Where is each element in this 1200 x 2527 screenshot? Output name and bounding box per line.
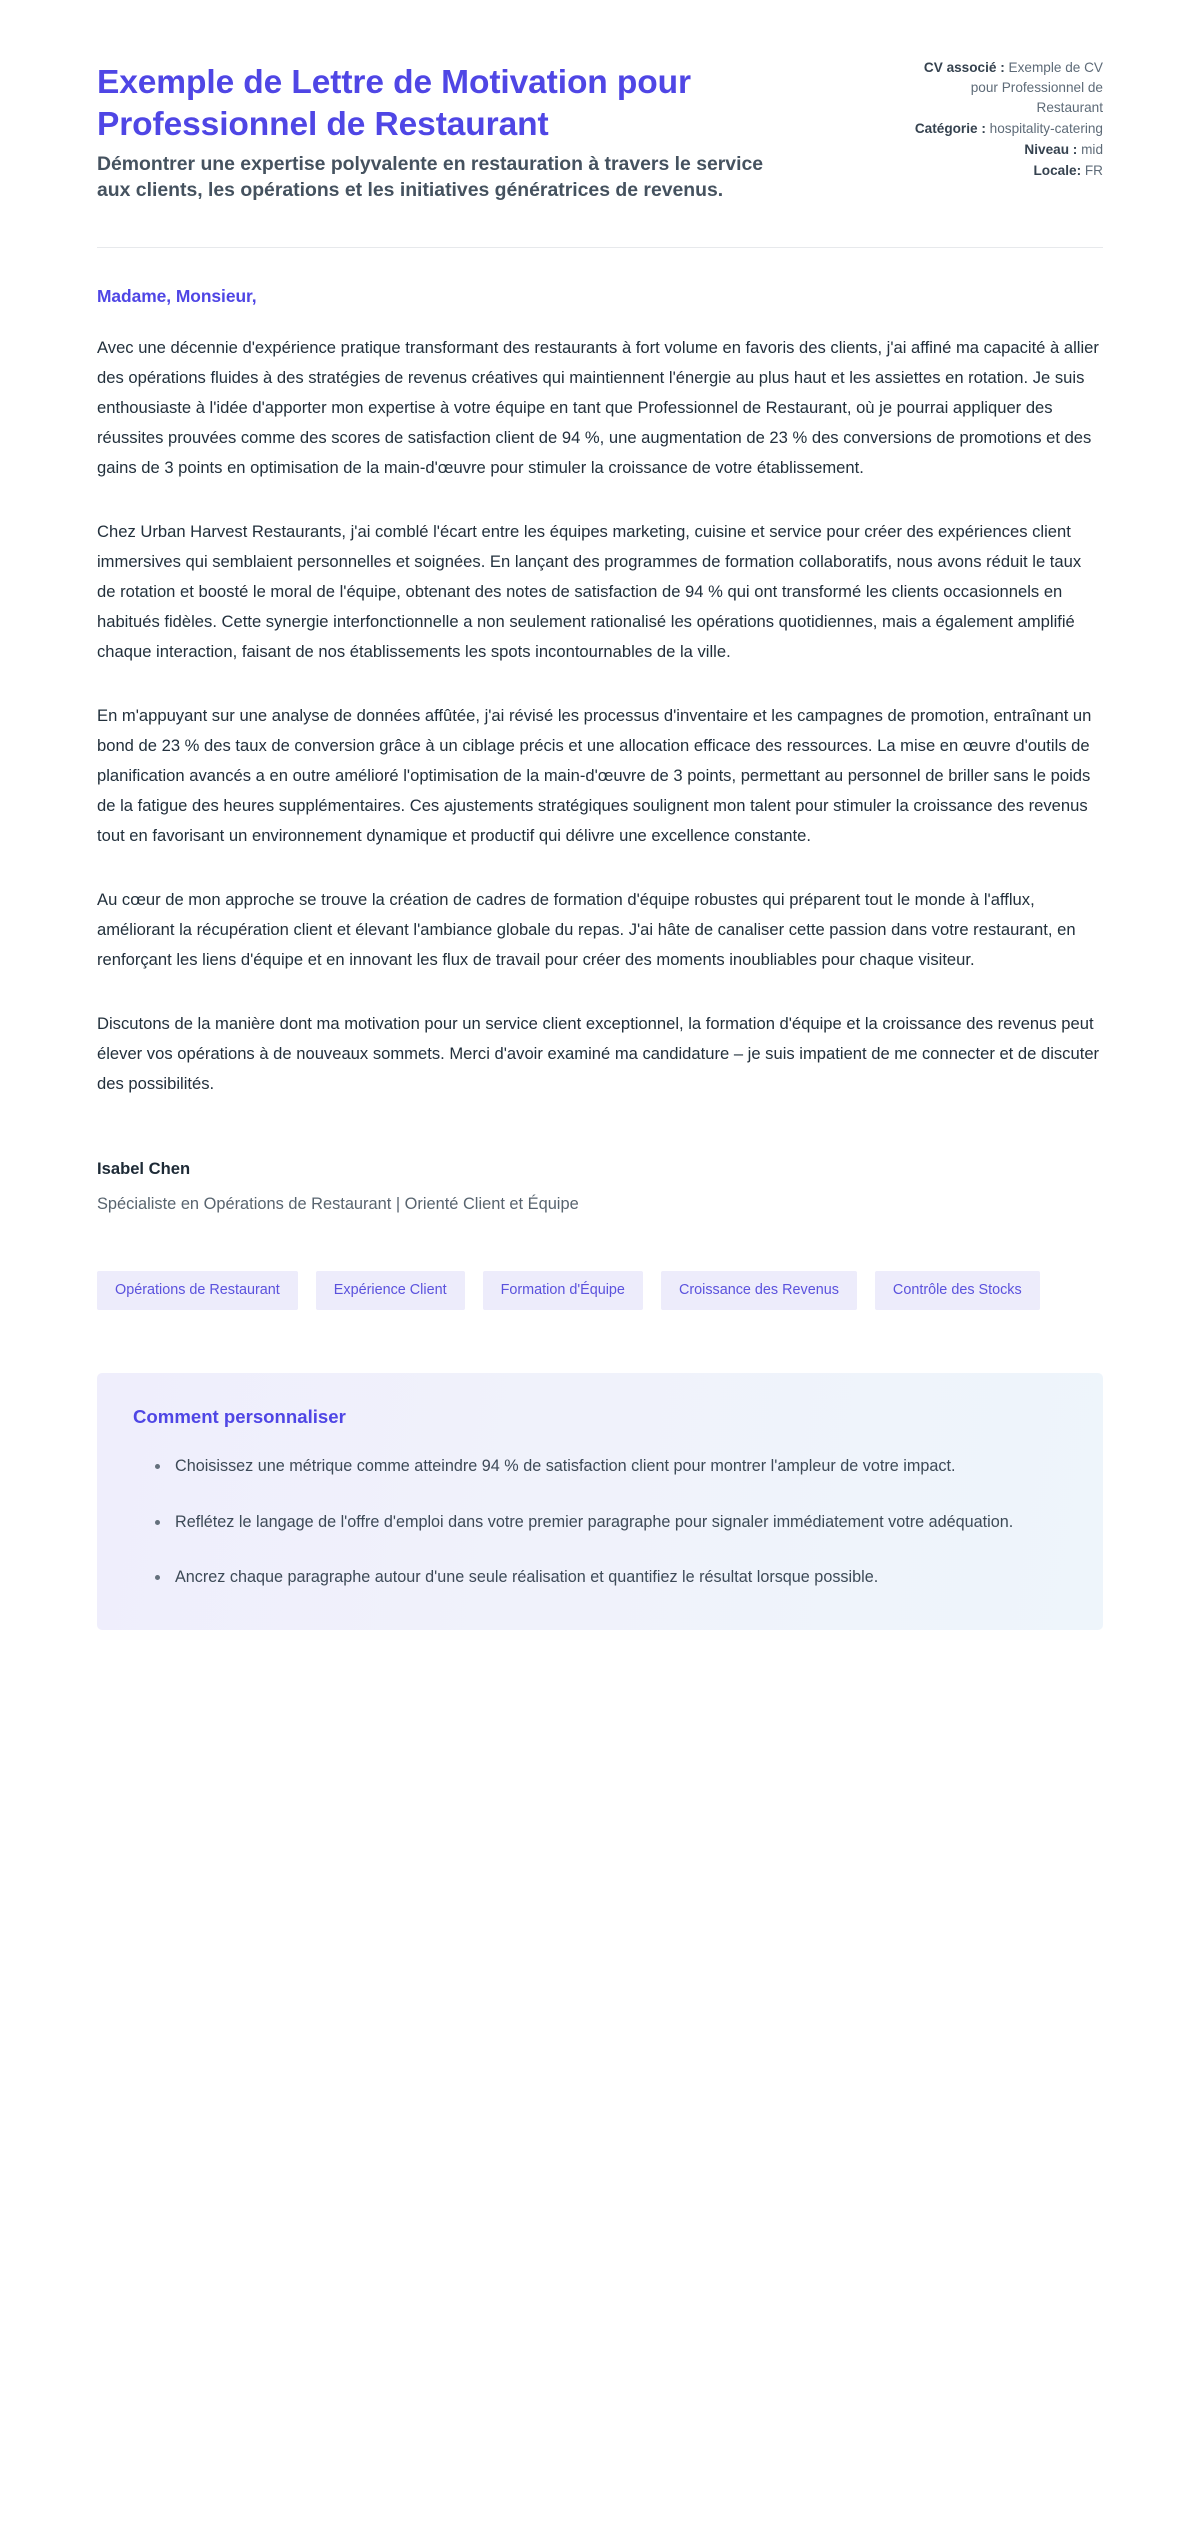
letter-paragraph: Avec une décennie d'expérience pratique transformant des restaurants à fort volume en favoris des clients, j'ai affiné ma capacité à allier des opérations fluides à des stratégies de revenus créatives qui maintiennent l'énergie au plus haut et les assiettes en rotation. Je suis enthousiaste à l'idée d'apporter mon expertise à votre équipe en tant que Professionnel de Restaurant, où je pourrai appliquer des réussites prouvées comme des scores de satisfaction client de 94 %, une augmentation de 23 % des conversions de promotions et des gains de 3 points en optimisation de la main-d'œuvre pour stimuler la croissance de votre établissement.	[97, 337, 1099, 477]
meta-row-locale	[903, 161, 1103, 181]
signature-name: Isabel Chen	[97, 1159, 191, 1179]
header-title-block	[97, 52, 867, 203]
tag-list	[97, 1271, 1103, 1310]
callout-tip-item: Ancrez chaque paragraphe autour d'une seule réalisation et quantifiez le résultat lorsque possible.	[155, 1563, 1067, 1592]
tag-chip[interactable]: Formation d'Équipe	[483, 1271, 643, 1310]
meta-label-category: Catégorie :	[914, 120, 986, 136]
callout-tip-list	[133, 1452, 1067, 1592]
letter-paragraph: Discutons de la manière dont ma motivation pour un service client exceptionnel, la formation d'équipe et la croissance des revenus peut élever vos opérations à de nouveaux sommets. Merci d'avoir examiné ma candidature – je suis impatient de me connecter et de discuter des possibilités.	[97, 1014, 1100, 1094]
letter-salutation: Madame, Monsieur,	[97, 285, 257, 306]
tag-chip[interactable]: Opérations de Restaurant	[97, 1271, 298, 1310]
letter-body	[97, 248, 1103, 1100]
customization-callout	[97, 1373, 1103, 1630]
page-subtitle: Démontrer une expertise polyvalente en restauration à travers le service aux clients, les opérations et les initiatives génératrices de revenus.	[97, 152, 764, 201]
meta-value-locale: FR	[1084, 162, 1103, 178]
meta-label-related-resume: CV associé :	[923, 60, 1005, 75]
callout-tip-item: Reflétez le langage de l'offre d'emploi dans votre premier paragraphe pour signaler immédiatement votre adéquation.	[155, 1508, 1067, 1537]
tag-chip[interactable]: Croissance des Revenus	[661, 1271, 857, 1310]
document-metadata	[903, 52, 1103, 182]
callout-title: Comment personnaliser	[133, 1406, 346, 1428]
meta-value-related-resume: Exemple de CV pour Professionnel de Restaurant	[970, 60, 1103, 115]
letter-paragraph: Au cœur de mon approche se trouve la création de cadres de formation d'équipe robustes qui préparent tout le monde à l'afflux, améliorant la récupération client et élevant l'ambiance globale du repas. J'ai hâte de canaliser cette passion dans votre restaurant, en renforçant les liens d'équipe et en innovant les flux de travail pour créer des moments inoubliables pour chaque visiteur.	[97, 890, 1076, 970]
signature-block	[97, 1159, 1103, 1217]
letter-paragraph: En m'appuyant sur une analyse de données affûtée, j'ai révisé les processus d'inventaire et les campagnes de promotion, entraînant un bond de 23 % des taux de conversion grâce à un ciblage précis et une allocation efficace des ressources. La mise en œuvre d'outils de planification avancés a en outre amélioré l'optimisation de la main-d'œuvre de 3 points, permettant au personnel de briller sans le poids de la fatigue des heures supplémentaires. Ces ajustements stratégiques soulignent mon talent pour stimuler la croissance des revenus tout en favorisant un environnement dynamique et productif qui délivre une excellence constante.	[97, 706, 1092, 846]
page-title: Exemple de Lettre de Motivation pour Professionnel de Restaurant	[97, 64, 691, 144]
page-header	[97, 52, 1103, 203]
tag-chip[interactable]: Expérience Client	[316, 1271, 465, 1310]
meta-value-category: hospitality-catering	[989, 120, 1103, 136]
letter-paragraph: Chez Urban Harvest Restaurants, j'ai comblé l'écart entre les équipes marketing, cuisine et service pour créer des expériences client immersives qui semblaient personnelles et soignées. En lançant des programmes de formation collaboratifs, nous avons réduit le taux de rotation et boosté le moral de l'équipe, obtenant des notes de satisfaction de 94 % qui ont transformé les clients occasionnels en habitués fidèles. Cette synergie interfonctionnelle a non seulement rationalisé les opérations quotidiennes, mais a également amplifié chaque interaction, faisant de nos établissements les spots incontournables de la ville.	[97, 521, 1082, 662]
meta-row-level	[903, 140, 1103, 160]
tag-chip[interactable]: Contrôle des Stocks	[875, 1271, 1040, 1310]
meta-row-related-resume	[903, 58, 1103, 118]
meta-value-level: mid	[1081, 141, 1103, 157]
signature-headline: Spécialiste en Opérations de Restaurant | Orienté Client et Équipe	[97, 1195, 579, 1214]
meta-row-category	[903, 119, 1103, 139]
meta-label-level: Niveau :	[1024, 141, 1078, 157]
meta-label-locale: Locale:	[1033, 162, 1082, 178]
callout-tip-item: Choisissez une métrique comme atteindre 94 % de satisfaction client pour montrer l'ampleur de votre impact.	[155, 1452, 1067, 1481]
